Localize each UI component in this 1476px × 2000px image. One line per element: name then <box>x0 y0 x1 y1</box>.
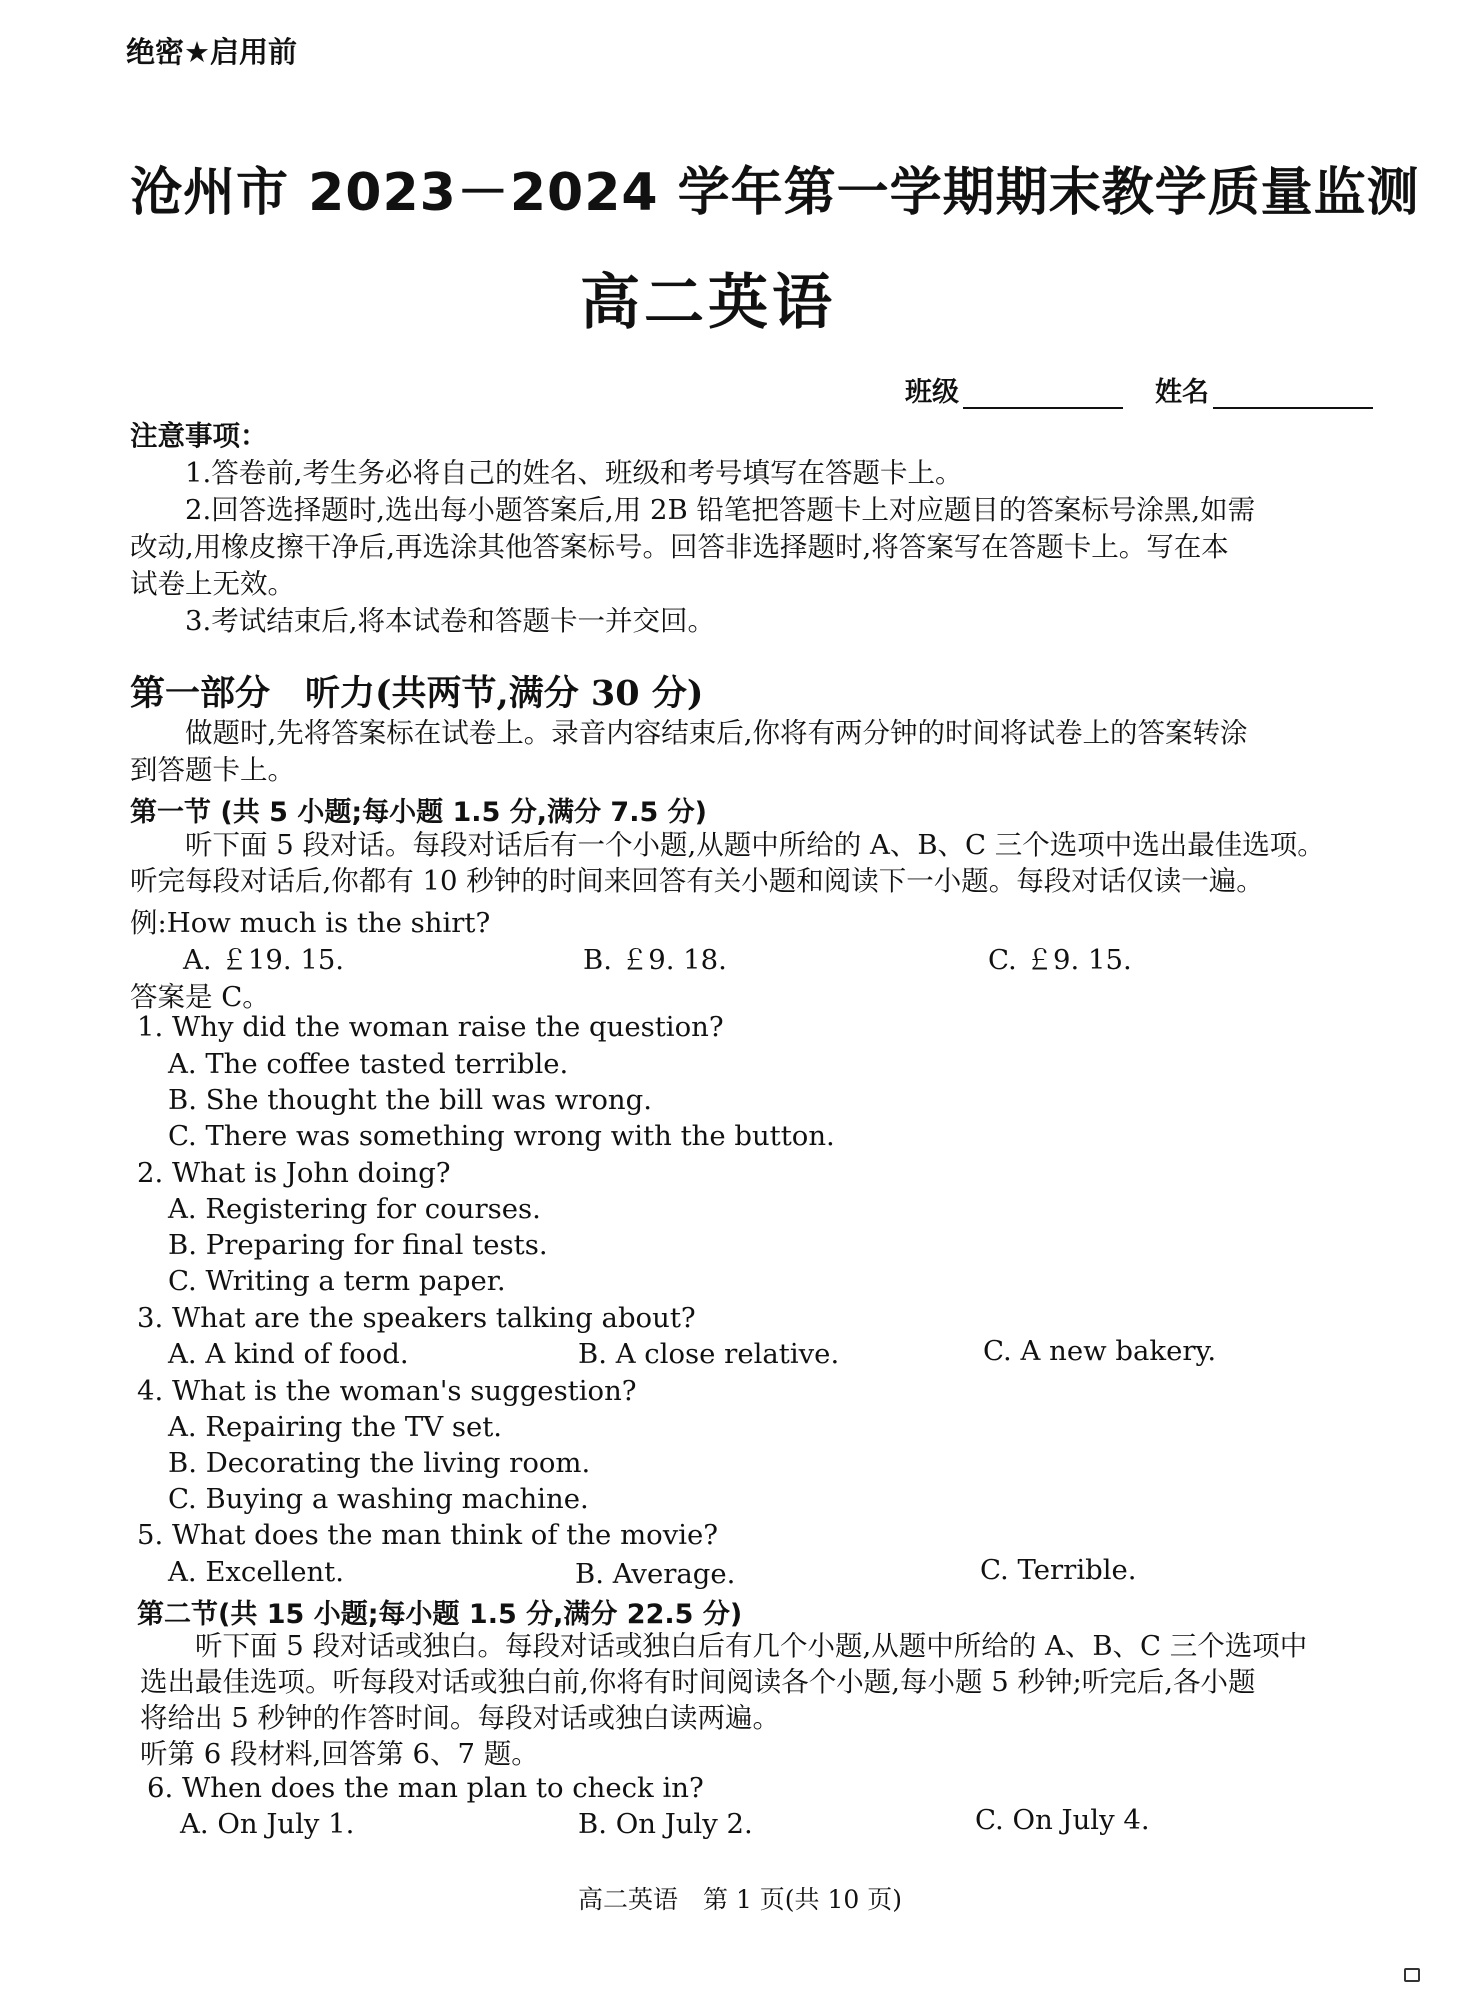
section2-instruction-line-3: 将给出 5 秒钟的作答时间。每段对话或独白读两遍。 <box>140 1702 780 1734</box>
name-blank <box>1213 381 1373 409</box>
part1-heading: 第一部分 听力(共两节,满分 30 分) <box>130 673 704 714</box>
section2-instruction-line-1: 听下面 5 段对话或独白。每段对话或独白后有几个小题,从题中所给的 A、B、C 三个选项中 <box>195 1630 1308 1662</box>
notes-item-2-line-3: 试卷上无效。 <box>130 568 295 600</box>
part1-intro-line-2: 到答题卡上。 <box>130 754 295 786</box>
notes-item-1: 1.答卷前,考生务必将自己的姓名、班级和考号填写在答题卡上。 <box>185 457 963 489</box>
q6-option-a: A. On July 1. <box>180 1808 355 1840</box>
class-blank <box>963 381 1123 409</box>
name-label: 姓名 <box>1155 377 1209 408</box>
q1-option-b: B. She thought the bill was wrong. <box>168 1084 652 1116</box>
exam-title: 沧州市 2023－2024 学年第一学期期末教学质量监测 <box>130 163 1420 223</box>
q2-option-b: B. Preparing for final tests. <box>168 1229 548 1261</box>
material-6-label: 听第 6 段材料,回答第 6、7 题。 <box>140 1738 539 1770</box>
q4-option-a: A. Repairing the TV set. <box>168 1411 503 1443</box>
q2-option-c: C. Writing a term paper. <box>168 1265 506 1297</box>
q1-option-c: C. There was something wrong with the button. <box>168 1120 835 1152</box>
section2-instruction-line-2: 选出最佳选项。听每段对话或独白前,你将有时间阅读各个小题,每小题 5 秒钟;听完后,各小题 <box>140 1666 1256 1698</box>
q6-option-c: C. On July 4. <box>975 1804 1150 1836</box>
example-option-c: C. ￡9. 15. <box>988 944 1132 976</box>
section2-heading: 第二节(共 15 小题;每小题 1.5 分,满分 22.5 分) <box>137 1599 743 1630</box>
q6-option-b: B. On July 2. <box>578 1808 753 1840</box>
q4-option-b: B. Decorating the living room. <box>168 1447 591 1479</box>
notes-item-2-line-2: 改动,用橡皮擦干净后,再选涂其他答案标号。回答非选择题时,将答案写在答题卡上。写在本 <box>130 531 1229 563</box>
exam-subtitle: 高二英语 <box>580 268 836 338</box>
class-label: 班级 <box>905 377 959 408</box>
question-6: 6. When does the man plan to check in? <box>147 1772 704 1804</box>
section1-instruction-line-2: 听完每段对话后,你都有 10 秒钟的时间来回答有关小题和阅读下一小题。每段对话仅读一遍。 <box>130 865 1264 897</box>
part1-intro-line-1: 做题时,先将答案标在试卷上。录音内容结束后,你将有两分钟的时间将试卷上的答案转涂 <box>185 717 1248 749</box>
section1-heading: 第一节 (共 5 小题;每小题 1.5 分,满分 7.5 分) <box>130 797 707 828</box>
section1-instruction-line-1: 听下面 5 段对话。每段对话后有一个小题,从题中所给的 A、B、C 三个选项中选出最佳选项。 <box>185 829 1325 861</box>
q3-option-a: A. A kind of food. <box>168 1338 409 1370</box>
question-3: 3. What are the speakers talking about? <box>137 1302 696 1334</box>
question-1: 1. Why did the woman raise the question? <box>137 1011 724 1043</box>
q5-option-a: A. Excellent. <box>168 1556 344 1588</box>
q3-option-c: C. A new bakery. <box>983 1335 1217 1367</box>
q5-option-b: B. Average. <box>575 1558 736 1590</box>
q2-option-a: A. Registering for courses. <box>168 1193 541 1225</box>
name-field <box>1155 370 1373 409</box>
q5-option-c: C. Terrible. <box>980 1554 1137 1586</box>
class-field <box>905 370 1123 409</box>
example-question: 例:How much is the shirt? <box>130 907 491 939</box>
question-5: 5. What does the man think of the movie? <box>137 1519 719 1551</box>
q3-option-b: B. A close relative. <box>578 1338 840 1370</box>
notes-heading: 注意事项： <box>130 420 268 452</box>
page-footer: 高二英语 第 1 页(共 10 页) <box>578 1885 903 1914</box>
notes-item-2-line-1: 2.回答选择题时,选出每小题答案后,用 2B 铅笔把答题卡上对应题目的答案标号涂黑,如需 <box>185 494 1256 526</box>
question-4: 4. What is the woman's suggestion? <box>137 1375 637 1407</box>
notes-item-3: 3.考试结束后,将本试卷和答题卡一并交回。 <box>185 605 715 637</box>
example-option-b: B. ￡9. 18. <box>583 944 727 976</box>
q4-option-c: C. Buying a washing machine. <box>168 1483 589 1515</box>
example-answer: 答案是 C。 <box>130 981 270 1013</box>
question-2: 2. What is John doing? <box>137 1157 451 1189</box>
watermark-logo-icon <box>1404 1968 1420 1982</box>
q1-option-a: A. The coffee tasted terrible. <box>168 1048 569 1080</box>
example-option-a: A. ￡19. 15. <box>183 944 345 976</box>
confidential-label: 绝密★启用前 <box>126 35 297 69</box>
